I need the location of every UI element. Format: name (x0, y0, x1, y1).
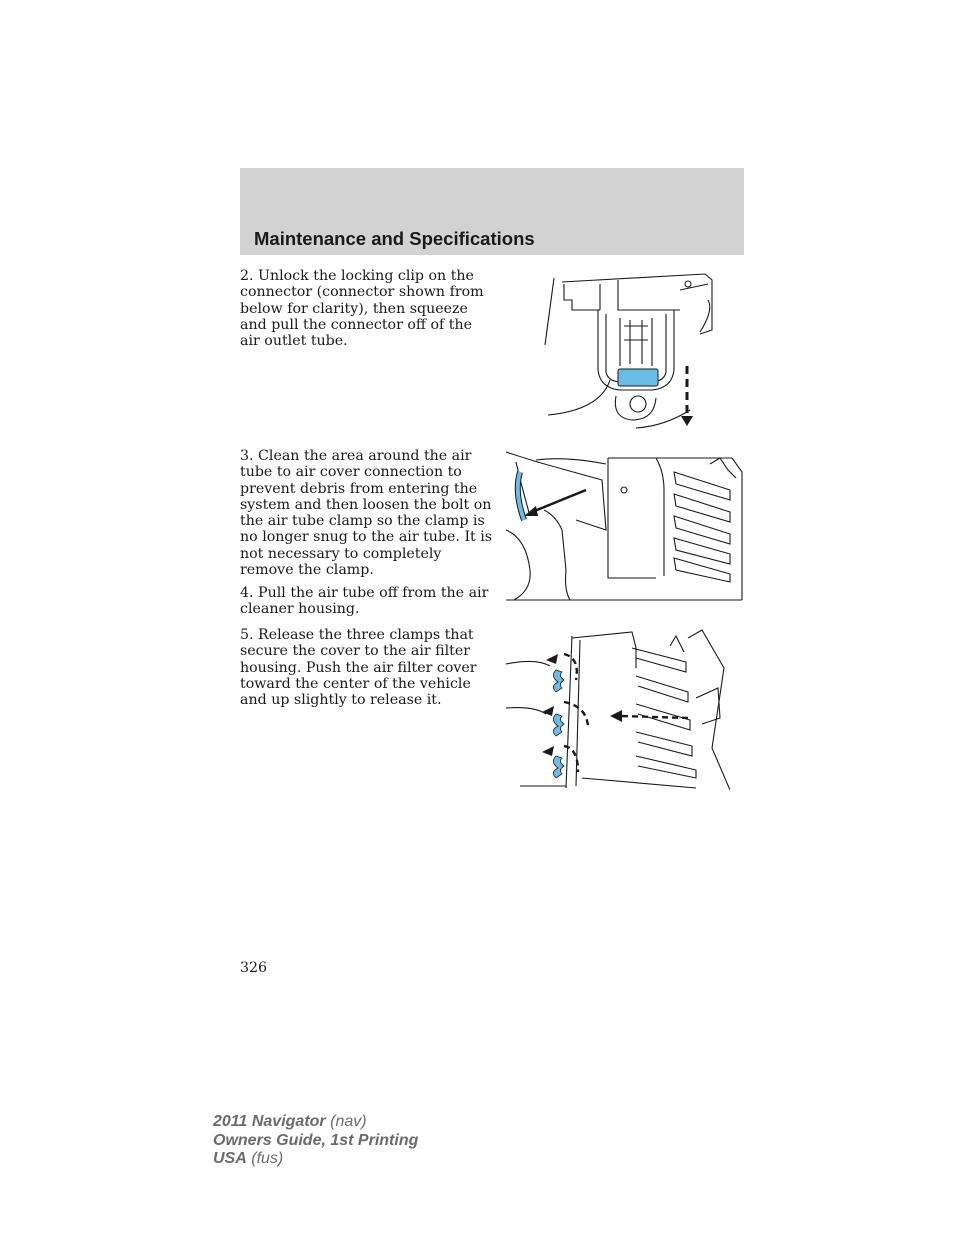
footer-market-code: (fus) (251, 1150, 284, 1167)
step-3-text: 3. Clean the area around the air tube to air cover connection to prevent debris from entering the system and then loosen the bolt on the air tube clamp so the clamp is no longer snug to the air tube. It is not necessary to completely remove the clamp. (240, 448, 493, 579)
section-title: Maintenance and Specifications (254, 228, 535, 249)
footer-line-2 (213, 1132, 418, 1151)
section-header (240, 168, 744, 255)
connector-illustration (540, 270, 744, 430)
step-4-text: 4. Pull the air tube off from the air cleaner housing. (240, 585, 489, 618)
page-number: 326 (240, 960, 268, 976)
document-footer (213, 1113, 418, 1169)
footer-model-code: (nav) (330, 1113, 367, 1130)
air-filter-cover-clamps-illustration (506, 628, 730, 793)
footer-market: USA (213, 1150, 247, 1167)
footer-line-1 (213, 1113, 418, 1132)
step-2-text: 2. Unlock the locking clip on the connector (connector shown from below for clarity), then squeeze and pull the connector off of the air outlet tube. (240, 268, 484, 350)
footer-model: 2011 Navigator (213, 1113, 326, 1130)
footer-line-3 (213, 1150, 418, 1169)
air-tube-clamp-illustration (506, 450, 744, 605)
step-5-text: 5. Release the three clamps that secure the cover to the air filter housing. Push the air filter cover toward the center of the vehicle and up slightly to release it. (240, 627, 477, 709)
footer-guide: Owners Guide, 1st Printing (213, 1131, 419, 1149)
